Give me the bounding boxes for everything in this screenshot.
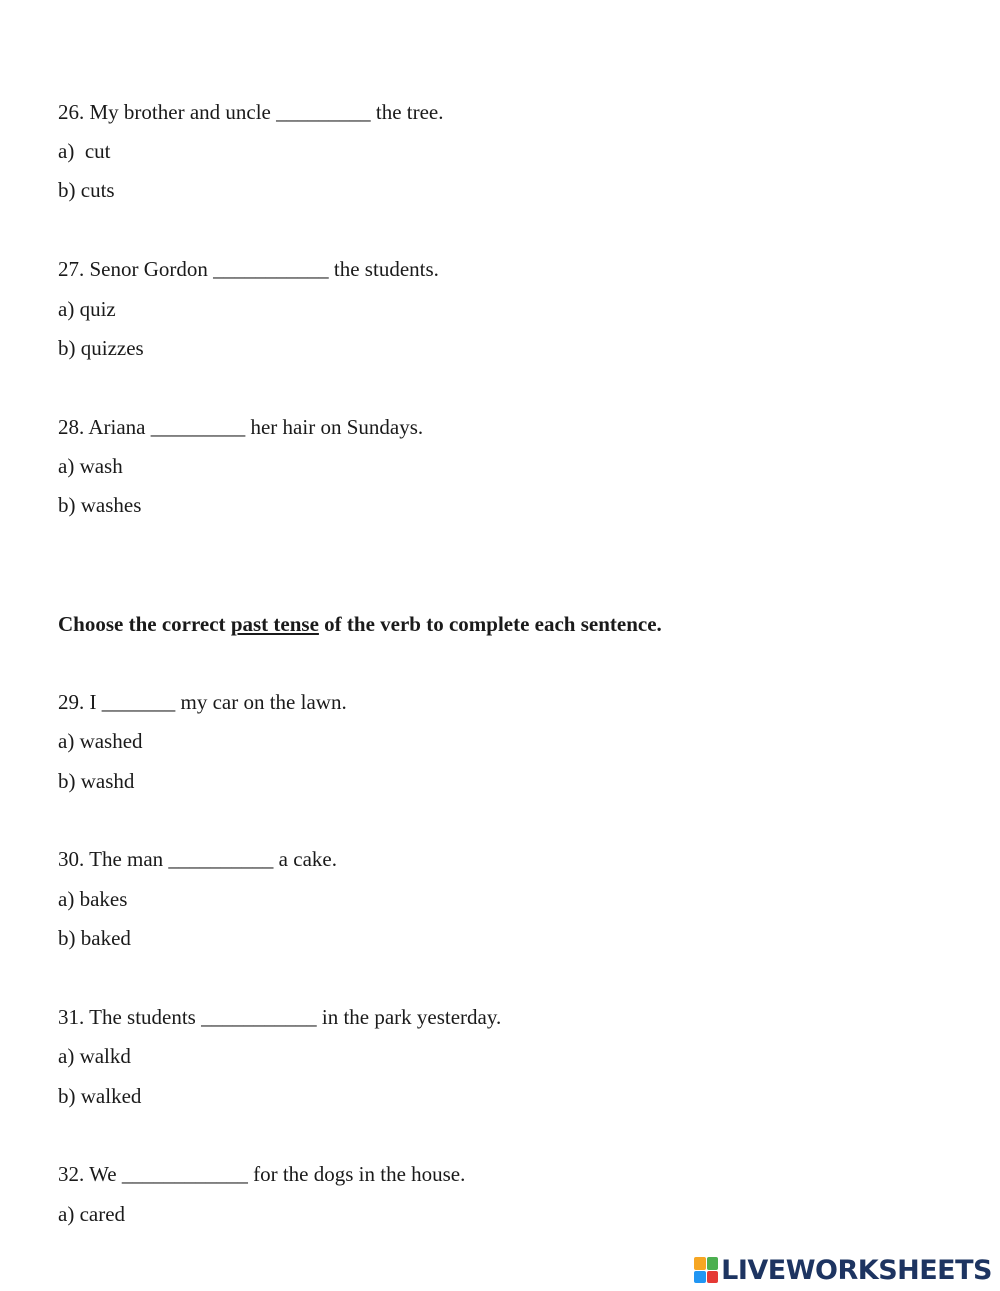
question-28-stem: 28. Ariana _________ her hair on Sundays. [58,415,424,439]
instruction-after: of the verb to complete each sentence. [318,612,662,636]
question-32-stem: 32. We ____________ for the dogs in the house. [58,1162,466,1186]
logo-block-2 [707,1257,719,1270]
liveworksheets-brand[interactable] [694,1254,992,1286]
instruction-underlined: past tense [230,612,319,636]
question-31-stem: 31. The students ___________ in the park yesterday. [58,1005,502,1029]
question-32-option-a[interactable]: a) cared [58,1202,126,1226]
question-26-option-b[interactable]: b) cuts [58,178,115,202]
question-26-option-a[interactable]: a) cut [58,139,111,163]
question-27-option-b[interactable]: b) quizzes [58,336,144,360]
question-28-option-a[interactable]: a) wash [58,454,123,478]
logo-block-1 [694,1257,706,1270]
logo-block-3 [694,1271,706,1284]
question-30-option-a[interactable]: a) bakes [58,887,128,911]
question-29-option-b[interactable]: b) washd [58,769,135,793]
question-30-stem: 30. The man __________ a cake. [58,847,337,871]
logo-block-4 [707,1271,719,1284]
brand-text: LIVEWORKSHEETS [721,1254,992,1286]
liveworksheets-logo-icon [694,1257,718,1283]
question-27-stem: 27. Senor Gordon ___________ the students. [58,257,439,281]
question-28-option-b[interactable]: b) washes [58,493,142,517]
section-instruction [58,611,662,637]
question-31-option-b[interactable]: b) walked [58,1084,142,1108]
question-29-option-a[interactable]: a) washed [58,729,143,753]
question-29-stem: 29. I _______ my car on the lawn. [58,690,347,714]
question-30-option-b[interactable]: b) baked [58,926,131,950]
question-26-stem: 26. My brother and uncle _________ the tree. [58,100,444,124]
question-27-option-a[interactable]: a) quiz [58,297,116,321]
question-31-option-a[interactable]: a) walkd [58,1044,131,1068]
instruction-before: Choose the correct [58,612,231,636]
